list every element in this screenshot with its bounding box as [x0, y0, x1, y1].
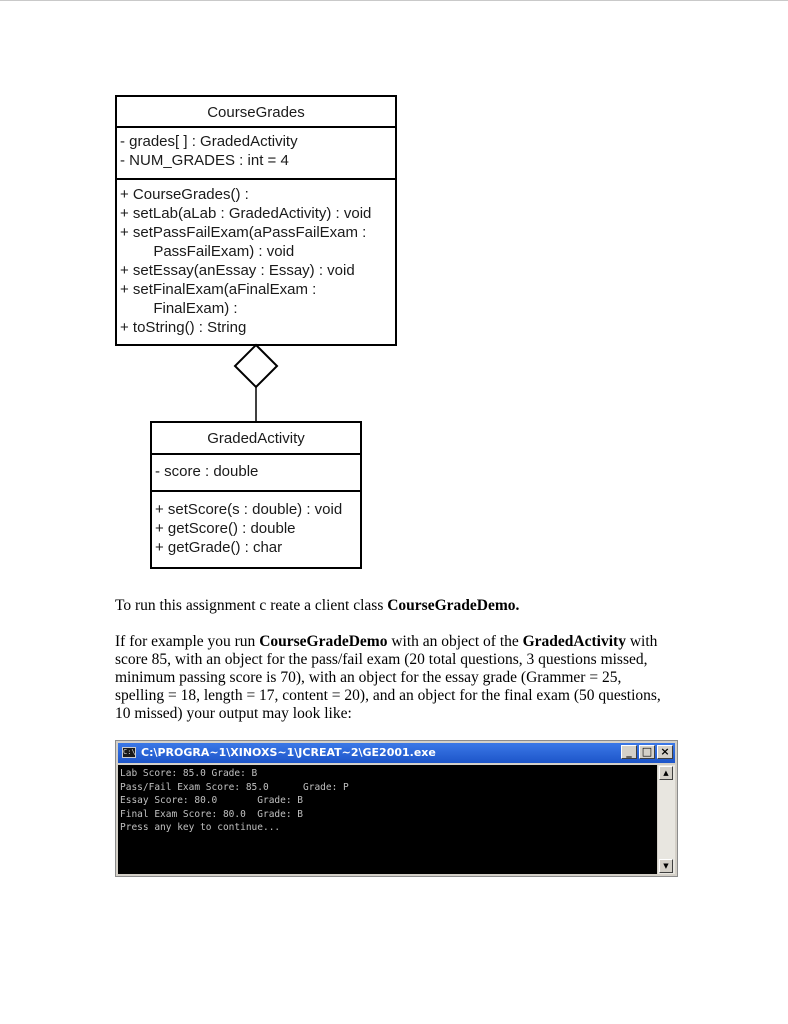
uml-operation: PassFailExam) : void	[120, 243, 295, 260]
console-app-icon: C:\	[123, 748, 136, 756]
console-title: C:\PROGRA~1\XINOXS~1\JCREAT~2\GE2001.exe	[141, 746, 436, 759]
uml-class-name: GradedActivity	[152, 423, 360, 455]
console-titlebar[interactable]	[118, 743, 675, 763]
example-text: If for example you run	[115, 633, 260, 650]
example-bold-demo: CourseGradeDemo	[259, 633, 388, 650]
console-line: Lab Score: 85.0 Grade: B	[120, 768, 258, 779]
uml-operation: + CourseGrades() :	[120, 186, 249, 203]
console-scrollbar[interactable]	[658, 765, 675, 874]
aggregation-connector	[0, 0, 788, 430]
scroll-down-icon[interactable]: ▼	[659, 859, 673, 873]
example-paragraph	[115, 633, 671, 723]
console-window	[115, 740, 678, 877]
uml-operations	[152, 492, 360, 557]
uml-operation: + setScore(s : double) : void	[155, 501, 343, 518]
console-line: Essay Score: 80.0 Grade: B	[120, 795, 304, 806]
uml-attribute: - NUM_GRADES : int = 4	[120, 152, 289, 169]
instruction-text: To run this assignment c reate a client class	[115, 597, 388, 614]
close-button[interactable]: ×	[657, 745, 673, 759]
uml-operation: + toString() : String	[120, 319, 247, 336]
uml-operation: FinalExam) :	[120, 300, 238, 317]
uml-operation: + setFinalExam(aFinalExam :	[120, 281, 317, 298]
uml-attribute: - grades[ ] : GradedActivity	[120, 133, 298, 150]
scroll-up-icon[interactable]: ▲	[659, 766, 673, 780]
uml-operation: + getScore() : double	[155, 520, 296, 537]
uml-attribute: - score : double	[155, 463, 259, 480]
example-text: with an object of the	[387, 633, 523, 650]
console-output[interactable]	[118, 765, 657, 874]
console-line: Pass/Fail Exam Score: 85.0 Grade: P	[120, 781, 349, 793]
console-line: Final Exam Score: 80.0 Grade: B	[120, 808, 304, 820]
uml-operation: + setEssay(anEssay : Essay) : void	[120, 262, 355, 279]
example-bold-activity: GradedActivity	[522, 633, 626, 650]
aggregation-diamond	[235, 345, 277, 387]
maximize-button[interactable]: □	[639, 745, 655, 759]
instruction-class-name: CourseGradeDemo.	[387, 597, 520, 614]
console-line: Press any key to continue...	[120, 822, 281, 833]
uml-operation: + getGrade() : char	[155, 539, 283, 556]
uml-operation: + setPassFailExam(aPassFailExam :	[120, 224, 367, 241]
uml-attributes	[152, 455, 360, 492]
minimize-button[interactable]: _	[621, 745, 637, 759]
example-text: with score 85, with an object for the pass/fail exam (20 total questions, 3 questions missed, minimum passing score is 70), with an object for the essay grade (Grammer = 25, spelling = 18, length = 17, content = 20), and an object for the final exam (50 questions, 10 missed) your output may look like:	[115, 633, 661, 722]
instruction-paragraph	[115, 597, 675, 615]
uml-class-name: CourseGrades	[117, 97, 395, 128]
uml-class-gradedactivity	[150, 421, 362, 569]
uml-operation: + setLab(aLab : GradedActivity) : void	[120, 205, 372, 222]
